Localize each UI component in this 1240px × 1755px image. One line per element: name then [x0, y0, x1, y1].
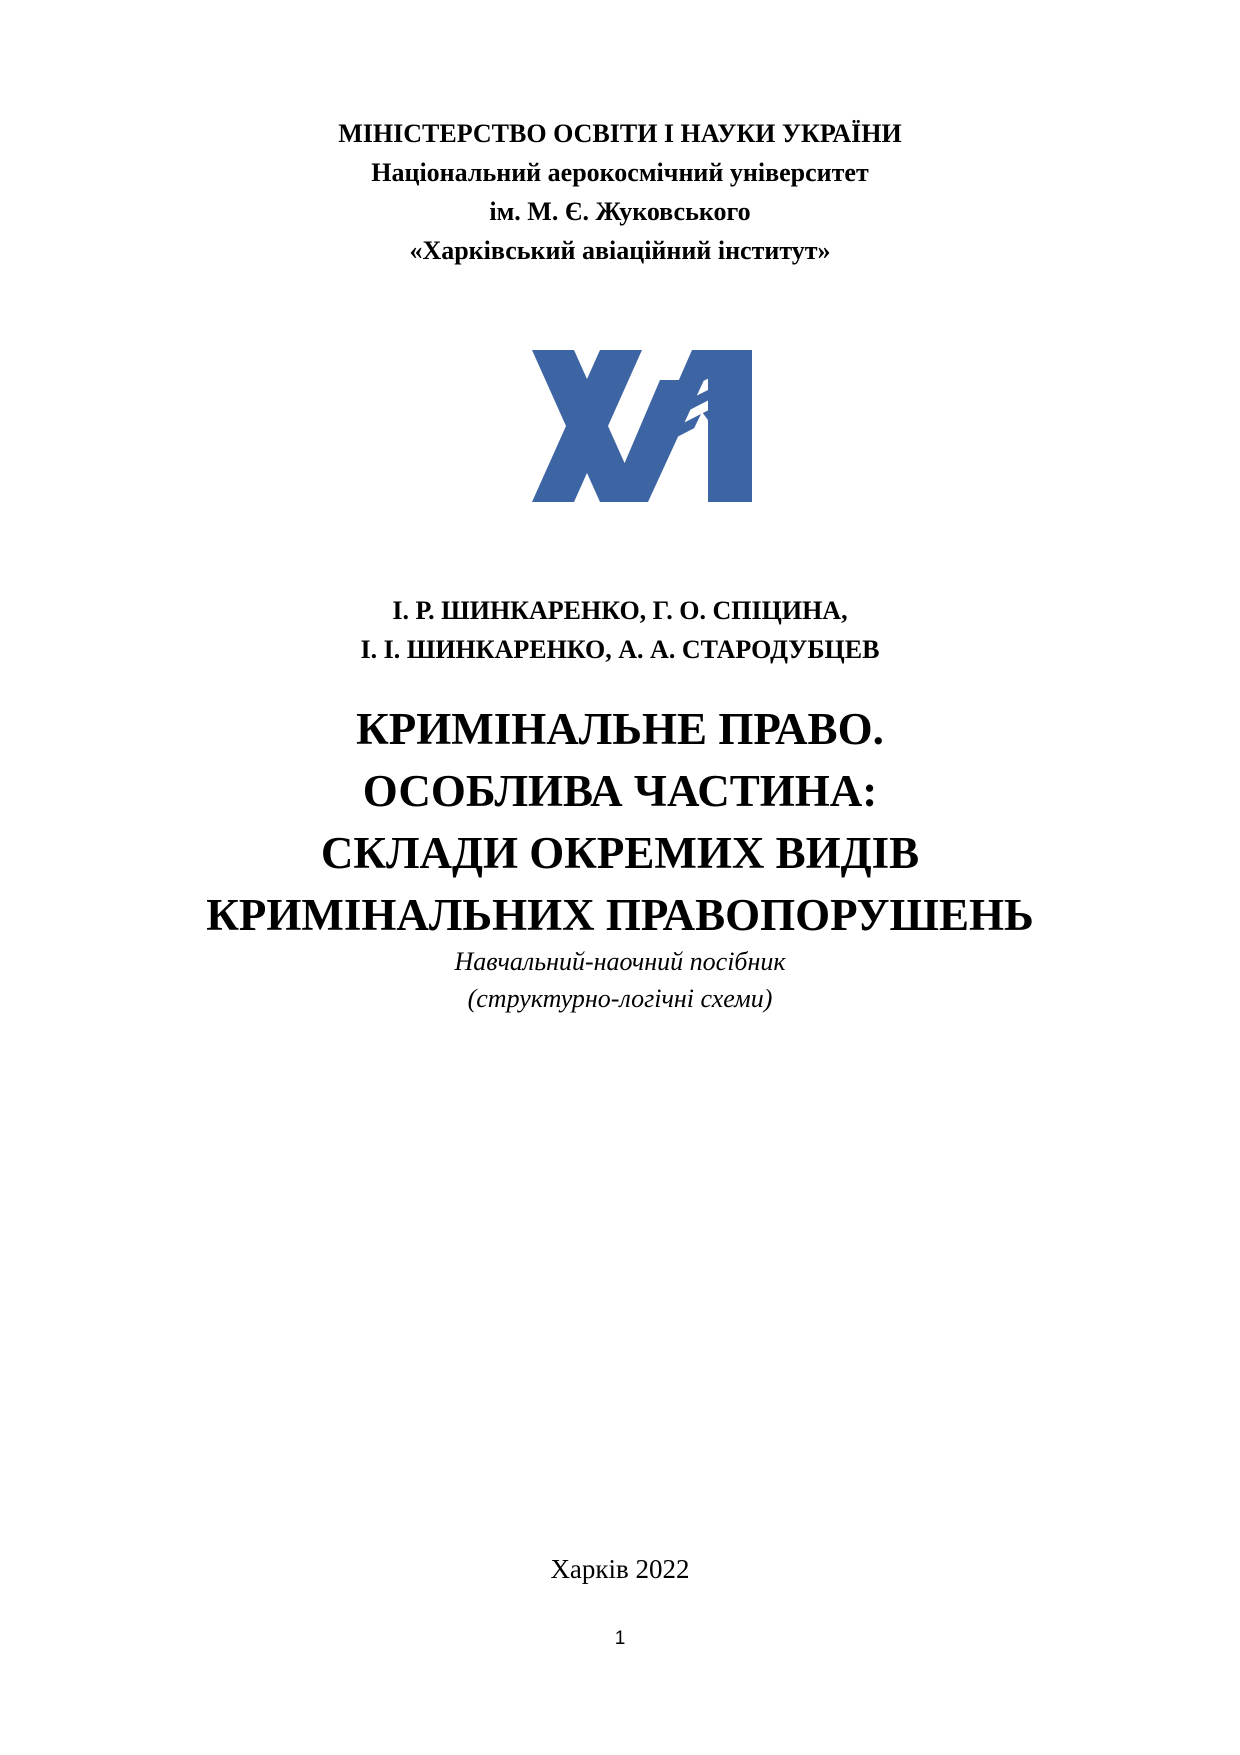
university-named-after: ім. М. Є. Жуковського	[489, 197, 751, 226]
city-year: Харків 2022	[550, 1554, 690, 1584]
institute-name: «Харківський авіаційний інститут»	[409, 236, 831, 265]
page-number: 1	[614, 1628, 626, 1649]
title-line-4: КРИМІНАЛЬНИХ ПРАВОПОРУШЕНЬ	[206, 890, 1034, 940]
subtitle-line-2: (структурно-логічні схеми)	[467, 984, 773, 1013]
khai-logo-icon	[532, 350, 752, 502]
authors-line-2: І. І. ШИНКАРЕНКО, А. А. СТАРОДУБЦЕВ	[360, 635, 880, 664]
title-line-1: КРИМІНАЛЬНЕ ПРАВО.	[356, 704, 884, 754]
university-name: Національний аерокосмічний університет	[371, 158, 869, 187]
subtitle-line-1: Навчальний-наочний посібник	[454, 947, 786, 976]
ministry-name: МІНІСТЕРСТВО ОСВІТИ І НАУКИ УКРАЇНИ	[338, 119, 902, 148]
title-line-3: СКЛАДИ ОКРЕМИХ ВИДІВ	[320, 828, 920, 878]
title-line-2: ОСОБЛИВА ЧАСТИНА:	[362, 766, 878, 816]
authors-line-1: І. Р. ШИНКАРЕНКО, Г. О. СПІЦИНА,	[392, 596, 848, 625]
